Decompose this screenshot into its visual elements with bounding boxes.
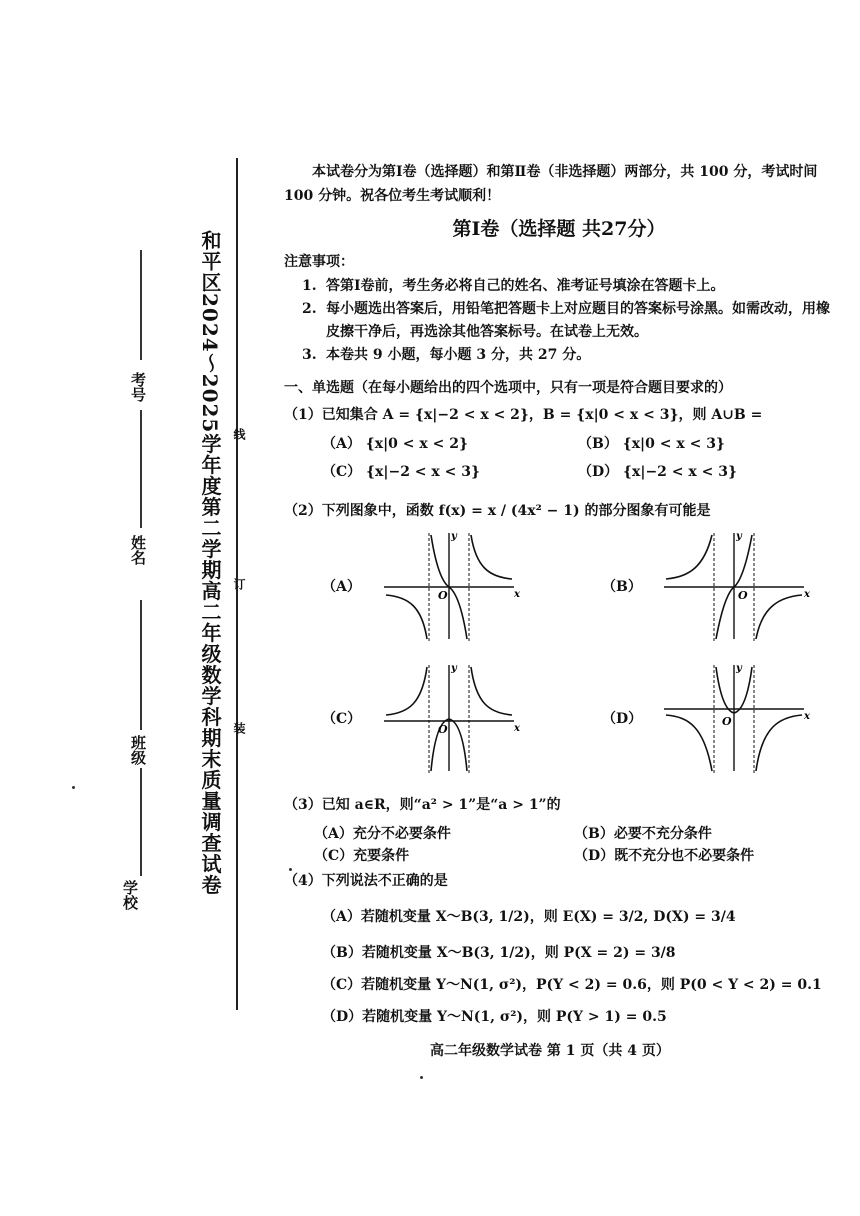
class-blank-line <box>140 600 142 730</box>
exam-title-vertical: 和平区2024～2025学年度第二学期高二年级数学科期末质量调查试卷 <box>198 230 222 896</box>
q3-option-c: （C）充要条件 <box>314 848 410 864</box>
q4-option-c: （C）若随机变量 Y～N(1, σ²)，P(Y < 2) = 0.6，则 P(0 < Y < 2) = 0.1 <box>322 977 822 993</box>
q2-label-a: （A） <box>322 579 361 595</box>
field-id <box>128 372 149 402</box>
question-1-options <box>284 433 834 481</box>
q2-label-c: （C） <box>322 711 362 727</box>
question-3-options <box>284 823 834 865</box>
notice-num: 3. <box>302 347 317 363</box>
graph-c-svg <box>374 659 524 777</box>
axis-x-label: x <box>804 711 810 722</box>
main-content <box>284 160 834 1033</box>
axis-y-label: y <box>736 531 742 542</box>
q1-option-c: （C） {x|−2 < x < 3} <box>322 464 480 480</box>
part-title: 一、单选题（在每小题给出的四个选项中，只有一项是符合题目要求的） <box>284 380 732 396</box>
q1-option-d: （D） {x|−2 < x < 3} <box>578 464 737 480</box>
graph-a-svg <box>374 527 524 645</box>
notice-text: 答第Ⅰ卷前，考生务必将自己的姓名、准考证号填涂在答题卡上。 <box>326 278 725 294</box>
intro-text: 本试卷分为第Ⅰ卷（选择题）和第Ⅱ卷（非选择题）两部分，共 100 分，考试时间 100 分钟。祝各位考生考试顺利！ <box>284 164 818 204</box>
q3-option-b: （B）必要不充分条件 <box>574 826 712 842</box>
scan-speck <box>72 786 75 789</box>
question-2-graphs <box>284 527 834 789</box>
notice-item <box>284 275 834 298</box>
q2-graph-b <box>564 527 814 645</box>
axis-y-label: y <box>451 663 457 674</box>
page-footer: 高二年级数学试卷 第 1 页（共 4 页） <box>430 1043 670 1059</box>
origin-label: O <box>738 589 748 602</box>
notice-heading: 注意事项： <box>284 254 354 270</box>
id-blank-line <box>140 250 142 360</box>
axis-y-label: y <box>451 531 457 542</box>
origin-label: O <box>722 715 732 728</box>
q2-graph-d <box>564 659 814 777</box>
notice-text: 本卷共 9 小题，每小题 3 分，共 27 分。 <box>326 347 591 363</box>
graph-b-svg <box>654 527 814 645</box>
graph-d-svg <box>654 659 814 777</box>
section-title: 第Ⅰ卷（选择题 共27分） <box>452 218 666 240</box>
q2-label-b: （B） <box>602 579 642 595</box>
field-class <box>128 735 149 765</box>
question-1-stem: （1）已知集合 A = {x|−2 < x < 2}，B = {x|0 < x < 3}，则 A∪B = <box>284 407 763 423</box>
axis-x-label: x <box>804 589 810 600</box>
notice-num: 2. <box>302 301 317 317</box>
q4-option-d: （D）若随机变量 Y～N(1, σ²)，则 P(Y > 1) = 0.5 <box>322 1009 667 1025</box>
notice-item <box>284 298 834 344</box>
notice-num: 1. <box>302 278 317 294</box>
field-school-label: 学校 <box>121 880 139 910</box>
bind-mark-zhuang: 装 <box>232 722 246 734</box>
field-name <box>128 535 149 565</box>
field-class-label: 班级 <box>129 735 147 765</box>
question-2-stem: （2）下列图象中，函数 f(x) = x / (4x² − 1) 的部分图象有可能是 <box>284 503 711 519</box>
question-4-stem: （4）下列说法不正确的是 <box>284 873 448 889</box>
q2-graph-c <box>284 659 524 777</box>
origin-label: O <box>438 723 448 736</box>
axis-x-label: x <box>514 723 520 734</box>
q1-option-a: （A） {x|0 < x < 2} <box>322 436 468 452</box>
question-3-stem: （3）已知 a∈R，则“a² > 1”是“a > 1”的 <box>284 797 561 813</box>
name-blank-line <box>140 410 142 528</box>
scan-speck <box>289 868 292 871</box>
axis-y-label: y <box>736 663 742 674</box>
q4-option-b: （B）若随机变量 X～B(3, 1/2)，则 P(X = 2) = 3/8 <box>322 945 676 961</box>
field-school <box>120 880 141 910</box>
q2-label-d: （D） <box>602 711 643 727</box>
q3-option-d: （D）既不充分也不必要条件 <box>574 848 755 864</box>
q4-option-a: （A）若随机变量 X～B(3, 1/2)，则 E(X) = 3/2, D(X) = 3/4 <box>322 909 736 925</box>
notice-item <box>284 344 834 367</box>
notice-text: 每小题选出答案后，用铅笔把答题卡上对应题目的答案标号涂黑。如需改动，用橡皮擦干净后，再选涂其他答案标号。在试卷上无效。 <box>326 301 830 340</box>
axis-x-label: x <box>514 589 520 600</box>
origin-label: O <box>438 589 448 602</box>
notice-list <box>284 275 834 367</box>
field-id-label: 考号 <box>129 372 147 402</box>
field-name-label: 姓名 <box>129 535 147 565</box>
q1-option-b: （B） {x|0 < x < 3} <box>578 436 725 452</box>
q2-graph-a <box>284 527 524 645</box>
school-blank-line <box>140 768 142 876</box>
bind-mark-xian: 线 <box>232 428 246 440</box>
bind-mark-ding: 订 <box>232 578 246 590</box>
q3-option-a: （A）充分不必要条件 <box>314 826 451 842</box>
scan-speck <box>420 1076 423 1079</box>
